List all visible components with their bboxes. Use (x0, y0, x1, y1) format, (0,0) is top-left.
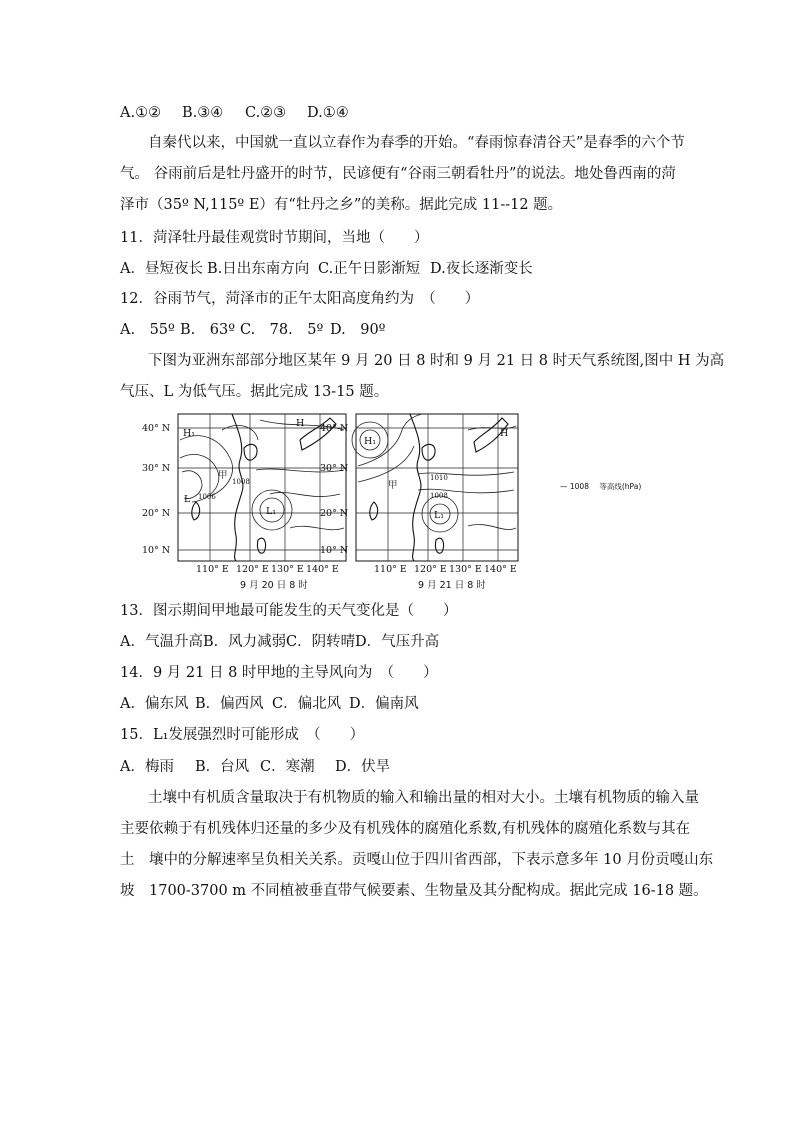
q10-option-d: D.①④ (307, 105, 349, 121)
legend-value: 1008 (569, 482, 589, 491)
passage-line: 土壤中有机质含量取决于有机物质的输入和输出量的相对大小。土壤有机物质的输入量 (148, 790, 699, 806)
isobar-label: 1008 (232, 478, 250, 486)
legend-text: 等高线(hPa) (599, 482, 642, 491)
q10-option-b: B.③④ (182, 105, 224, 121)
q13-option-b: B．风力减弱 (203, 634, 287, 650)
lon-label: 130° E (449, 564, 482, 575)
q14-stem: 14．9 月 21 日 8 时甲地的主导风向为 （ ） (120, 665, 438, 681)
q15-option-c: C．寒潮 (260, 759, 315, 775)
location-jia: 甲 (388, 480, 398, 491)
passage-weather: 下图为亚洲东部部分地区某年 9 月 20 日 8 时和 9 月 21 日 8 时天气系统图,图中 H 为高 (148, 353, 725, 369)
q12-option-d: D. 90º (330, 322, 386, 338)
q10-option-a: A.①② (120, 105, 162, 121)
q15-option-b: B．台风 (195, 759, 250, 775)
passage-weather-2: 气压、L 为低气压。据此完成 13-15 题。 (120, 384, 389, 400)
weather-map-sep21 (318, 410, 533, 599)
q13-stem: 13．图示期间甲地最可能发生的天气变化是（ ） (120, 603, 458, 619)
lat-label: 20° N (142, 508, 171, 519)
pressure-label-l1: L₁ (266, 506, 277, 517)
lon-label: 120° E (414, 564, 447, 575)
q14-option-c: C．偏北风 (272, 696, 342, 712)
q11-option-a: A．昼短夜长 (120, 261, 203, 277)
q10-option-c: C.②③ (245, 105, 287, 121)
lat-label: 30° N (142, 463, 171, 474)
q12-stem: 12．谷雨节气，菏泽市的正午太阳高度角约为 （ ） (120, 291, 480, 307)
map-caption: 9 月 21 日 8 时 (418, 580, 486, 591)
q15-option-d: D．伏旱 (335, 759, 391, 775)
lon-label: 110° E (374, 564, 407, 575)
q15-option-a: A．梅雨 (120, 759, 174, 775)
pressure-label-l: L (184, 494, 191, 505)
q13-option-c: C．阴转晴 (286, 634, 356, 650)
lon-label: 120° E (236, 564, 269, 575)
pressure-label-h: H (296, 418, 305, 429)
q13-option-d: D．气压升高 (355, 634, 440, 650)
map-legend (560, 481, 641, 492)
q11-stem: 11．菏泽牡丹最佳观赏时节期间，当地（ ） (120, 230, 429, 246)
location-jia: 甲 (218, 470, 228, 481)
q15-stem: 15．L₁发展强烈时可能形成 （ ） (120, 727, 365, 743)
passage-line: 主要依赖于有机残体归还量的多少及有机残体的腐殖化系数,有机残体的腐殖化系数与其在 (120, 821, 691, 837)
lon-label: 140° E (306, 564, 339, 575)
passage-line: 自秦代以来，中国就一直以立春作为春季的开始。“春雨惊春清谷天”是春季的六个节 (148, 135, 685, 151)
lat-label: 20° N (320, 508, 349, 519)
lon-label: 140° E (484, 564, 517, 575)
pressure-label-l1: L₁ (434, 510, 445, 521)
q14-option-a: A．偏东风 (120, 696, 189, 712)
passage-line: 土 壤中的分解速率呈负相关关系。贡嘎山位于四川省西部，下表示意多年 10 月份贡嘎山东 (120, 852, 714, 868)
legend-line: — (560, 482, 568, 491)
q12-option-a: A. 55º (120, 322, 175, 338)
map-caption: 9 月 20 日 8 时 (240, 580, 308, 591)
q14-option-b: B．偏西风 (195, 696, 264, 712)
q14-option-d: D．偏南风 (349, 696, 419, 712)
isobar-label: 1010 (430, 474, 448, 482)
lon-label: 130° E (271, 564, 304, 575)
pressure-label-h: H (500, 428, 509, 439)
isobar-label: 1008 (430, 492, 448, 500)
q13-option-a: A．气温升高 (120, 634, 203, 650)
isobar-label: 1006 (198, 493, 216, 501)
q11-option-b: B.日出东南方向 (207, 261, 310, 277)
lat-label: 40° N (320, 423, 349, 434)
passage-line: 泽市（35º N,115º E）有“牡丹之乡”的美称。据此完成 11--12 题。 (120, 197, 563, 213)
passage-line: 坡 1700-3700 m 不同植被垂直带气候要素、生物量及其分配构成。据此完成 16-18 题。 (120, 883, 708, 899)
pressure-label-h1: H₁ (183, 428, 196, 439)
q11-option-c: C.正午日影渐短 (318, 261, 421, 277)
passage-line: 气。 谷雨前后是牡丹盛开的时节，民谚便有“谷雨三朝看牡丹”的说法。地处鲁西南的菏 (120, 166, 676, 182)
q12-option-c: C. 78. 5º (240, 322, 324, 338)
q11-option-d: D.夜长逐渐变长 (430, 261, 533, 277)
lat-label: 40° N (142, 423, 171, 434)
lon-label: 110° E (196, 564, 229, 575)
lat-label: 10° N (320, 545, 349, 556)
lat-label: 30° N (320, 463, 349, 474)
pressure-label-h1: H₁ (364, 436, 377, 447)
lat-label: 10° N (142, 545, 171, 556)
q12-option-b: B. 63º (180, 322, 236, 338)
